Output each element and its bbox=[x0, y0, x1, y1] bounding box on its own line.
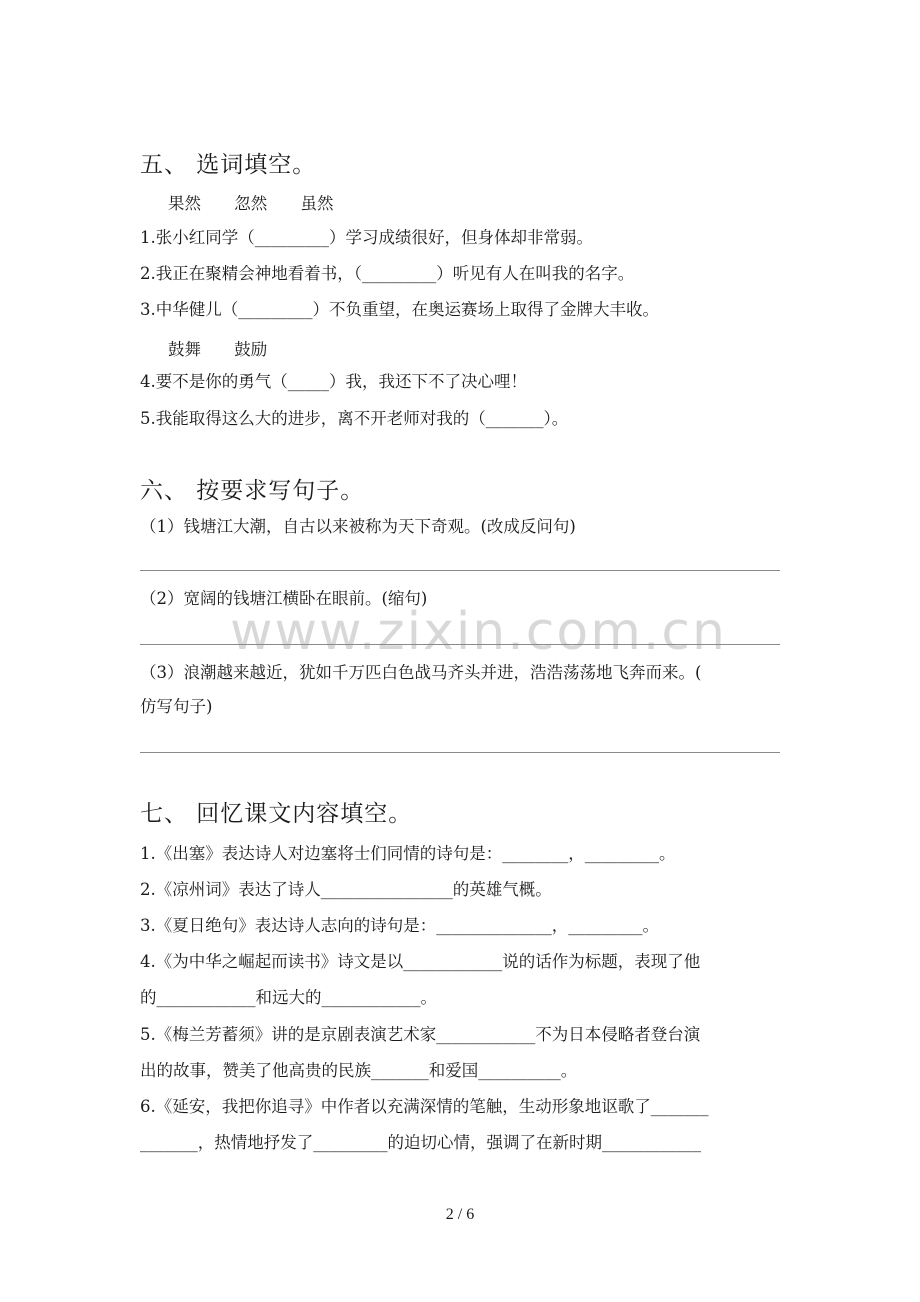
word-choice: 果然 bbox=[168, 194, 201, 213]
question-line: 的____________和远大的____________。 bbox=[140, 988, 437, 1007]
question-line: 6.《延安，我把你追寻》中作者以充满深情的笔触，生动形象地讴歌了_______ bbox=[140, 1097, 709, 1116]
question-line: 1.张小红同学（_________）学习成绩很好，但身体却非常弱。 bbox=[140, 228, 593, 247]
word-choice: 忽然 bbox=[234, 194, 268, 213]
question-line: 4.要不是你的勇气（_____）我，我还下不了决心哩！ bbox=[140, 372, 527, 391]
word-choices-a bbox=[168, 190, 362, 214]
question-line: _______，热情地抒发了_________的迫切心情，强调了在新时期____________ bbox=[140, 1133, 701, 1152]
word-choice: 鼓励 bbox=[234, 340, 268, 359]
section-7-title: 七、 回忆课文内容填空。 bbox=[140, 801, 413, 827]
word-choice: 虽然 bbox=[300, 194, 334, 213]
answer-line bbox=[140, 570, 780, 571]
question-line: 5.我能取得这么大的进步，离不开老师对我的（_______）。 bbox=[140, 409, 569, 428]
question-line: 仿写句子) bbox=[140, 697, 213, 716]
question-line: 3.《夏日绝句》表达诗人志向的诗句是：______________，_________。 bbox=[140, 916, 659, 935]
question-line: 2.我正在聚精会神地看着书，（_________）听见有人在叫我的名字。 bbox=[140, 264, 635, 283]
word-choices-b bbox=[168, 336, 295, 360]
section-6-title: 六、 按要求写句子。 bbox=[140, 478, 365, 504]
question-line: 5.《梅兰芳蓄须》讲的是京剧表演艺术家____________不为日本侵略者登台演 bbox=[140, 1025, 701, 1044]
question-line: （3）浪潮越来越近，犹如千万匹白色战马齐头并进，浩浩荡荡地飞奔而来。( bbox=[140, 663, 702, 682]
question-line: 4.《为中华之崛起而读书》诗文是以____________说的话作为标题，表现了他 bbox=[140, 952, 701, 971]
section-5-title: 五、 选词填空。 bbox=[140, 152, 317, 178]
question-line: 1.《出塞》表达诗人对边塞将士们同情的诗句是：________，_________。 bbox=[140, 844, 676, 863]
watermark: www.zixin.com.cn bbox=[230, 602, 727, 662]
page-number: 2 / 6 bbox=[445, 1206, 475, 1223]
question-line: 出的故事，赞美了他高贵的民族_______和爱国__________。 bbox=[140, 1061, 578, 1080]
question-line: 2.《凉州词》表达了诗人________________的英雄气概。 bbox=[140, 880, 552, 899]
word-choice: 鼓舞 bbox=[168, 340, 201, 359]
question-line: （2）宽阔的钱塘江横卧在眼前。(缩句) bbox=[140, 589, 428, 608]
answer-line bbox=[140, 752, 780, 753]
question-line: 3.中华健儿（_________）不负重望，在奥运赛场上取得了金牌大丰收。 bbox=[140, 300, 659, 319]
question-line: （1）钱塘江大潮，自古以来被称为天下奇观。(改成反问句) bbox=[140, 517, 576, 536]
answer-line bbox=[140, 644, 780, 645]
